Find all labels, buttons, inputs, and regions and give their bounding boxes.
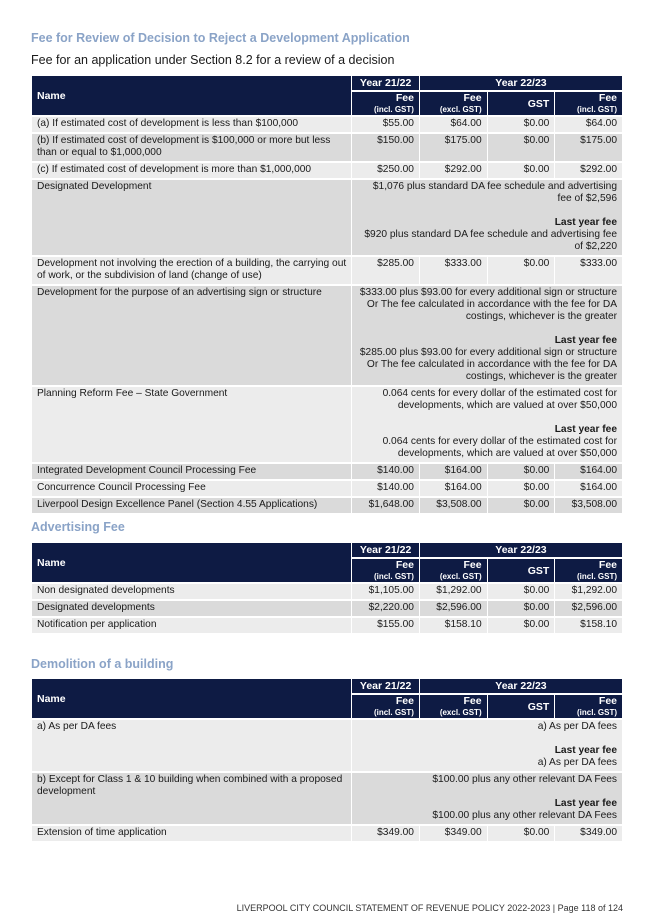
table-row (32, 720, 622, 771)
column-header-year-curr: Year 22/23 (420, 76, 622, 90)
table-row (32, 584, 622, 599)
column-header-gst (488, 695, 555, 718)
column-header-year-curr: Year 22/23 (420, 679, 622, 693)
column-header-fee-incl (555, 559, 622, 582)
column-header-label: GST (527, 564, 550, 577)
column-header-name: Name (32, 76, 351, 115)
fee-value-incl: $292.00 (555, 163, 622, 178)
fee-name: (b) If estimated cost of development is $100,000 or more but less than or equal to $1,000,000 (32, 134, 351, 161)
column-header-fee-excl (420, 92, 487, 115)
fee-value-excl: $175.00 (420, 134, 487, 161)
fee-table-advertising (31, 541, 623, 635)
fee-value-gst: $0.00 (488, 464, 555, 479)
section-title: Fee for Review of Decision to Reject a Development Application (31, 31, 410, 45)
column-header-year-prev: Year 21/22 (352, 679, 419, 693)
fee-value-prev: $285.00 (352, 257, 419, 284)
column-header-gst-note: (excl. GST) (439, 572, 482, 581)
column-header-gst-note: (excl. GST) (439, 708, 482, 717)
table-row (32, 117, 622, 132)
column-header-fee-excl (420, 695, 487, 718)
column-header-gst-note: (incl. GST) (577, 572, 617, 581)
fee-value-gst: $0.00 (488, 163, 555, 178)
fee-value-gst: $0.00 (488, 826, 555, 841)
fee-value-excl: $3,508.00 (420, 498, 487, 513)
fee-value-incl: $164.00 (555, 481, 622, 496)
fee-value-gst: $0.00 (488, 601, 555, 616)
fee-current-text: 0.064 cents for every dollar of the estimated cost for developments, which are valued at over $50,000 (382, 388, 617, 411)
fee-value-gst: $0.00 (488, 618, 555, 633)
fee-name: Designated Development (32, 180, 351, 255)
fee-value-prev: $140.00 (352, 464, 419, 479)
fee-value-incl: $64.00 (555, 117, 622, 132)
fee-value-prev: $140.00 (352, 481, 419, 496)
fee-name: a) As per DA fees (32, 720, 351, 771)
fee-name: Planning Reform Fee – State Government (32, 387, 351, 462)
table-row (32, 773, 622, 824)
fee-name: Non designated developments (32, 584, 351, 599)
column-header-prev-fee (352, 92, 419, 115)
fee-name: (c) If estimated cost of development is more than $1,000,000 (32, 163, 351, 178)
fee-value-prev: $2,220.00 (352, 601, 419, 616)
table-row (32, 163, 622, 178)
fee-value-prev: $250.00 (352, 163, 419, 178)
column-header-gst-note: (incl. GST) (373, 572, 414, 581)
fee-value-excl: $164.00 (420, 481, 487, 496)
fee-value-gst: $0.00 (488, 498, 555, 513)
fee-value-excl: $292.00 (420, 163, 487, 178)
column-header-label: Fee (598, 695, 617, 707)
column-header-prev-fee (352, 695, 419, 718)
fee-value-prev: $55.00 (352, 117, 419, 132)
last-year-label: Last year fee (554, 335, 617, 346)
column-header-label: Fee (463, 92, 482, 104)
fee-name: Development for the purpose of an advertising sign or structure (32, 286, 351, 385)
column-header-label: Fee (395, 695, 414, 707)
fee-value-prev: $1,105.00 (352, 584, 419, 599)
fee-name: (a) If estimated cost of development is less than $100,000 (32, 117, 351, 132)
fee-description (352, 773, 622, 824)
table-row (32, 134, 622, 161)
last-year-text: $920 plus standard DA fee schedule and advertising fee of $2,220 (364, 229, 617, 252)
last-year-text: a) As per DA fees (537, 757, 617, 768)
fee-table-review (31, 74, 623, 515)
fee-value-excl: $64.00 (420, 117, 487, 132)
fee-description (352, 180, 622, 255)
fee-value-excl: $333.00 (420, 257, 487, 284)
column-header-gst-note: (incl. GST) (577, 105, 617, 114)
column-header-label: Fee (463, 559, 482, 571)
column-header-label: Fee (395, 92, 414, 104)
table-row (32, 481, 622, 496)
fee-current-text: a) As per DA fees (537, 721, 617, 732)
fee-value-prev: $155.00 (352, 618, 419, 633)
fee-value-gst: $0.00 (488, 584, 555, 599)
fee-value-excl: $1,292.00 (420, 584, 487, 599)
column-header-fee-incl (555, 92, 622, 115)
section-title: Advertising Fee (31, 520, 125, 534)
column-header-gst (488, 559, 555, 582)
fee-name: Integrated Development Council Processing Fee (32, 464, 351, 479)
column-header-year-curr: Year 22/23 (420, 543, 622, 557)
table-row (32, 286, 622, 385)
fee-value-incl: $349.00 (555, 826, 622, 841)
table-row (32, 618, 622, 633)
fee-value-excl: $2,596.00 (420, 601, 487, 616)
fee-value-gst: $0.00 (488, 257, 555, 284)
fee-current-text: $100.00 plus any other relevant DA Fees (432, 774, 617, 785)
last-year-label: Last year fee (554, 745, 617, 756)
last-year-text: $285.00 plus $93.00 for every additional sign or structure Or The fee calculated in accordance with the fee for DA costings, whichever is the greater (359, 347, 617, 382)
fee-value-incl: $175.00 (555, 134, 622, 161)
column-header-year-prev: Year 21/22 (352, 76, 419, 90)
fee-name: Development not involving the erection of a building, the carrying out of work, or the subdivision of land (change of use) (32, 257, 351, 284)
column-header-gst (488, 92, 555, 115)
column-header-name: Name (32, 679, 351, 718)
section-title: Demolition of a building (31, 657, 174, 671)
column-header-label: Fee (598, 559, 617, 571)
fee-value-gst: $0.00 (488, 134, 555, 161)
fee-description (352, 720, 622, 771)
table-row (32, 498, 622, 513)
fee-value-excl: $164.00 (420, 464, 487, 479)
table-row (32, 601, 622, 616)
fee-name: Concurrence Council Processing Fee (32, 481, 351, 496)
fee-value-prev: $349.00 (352, 826, 419, 841)
fee-value-excl: $158.10 (420, 618, 487, 633)
column-header-prev-fee (352, 559, 419, 582)
last-year-label: Last year fee (554, 217, 617, 228)
fee-value-incl: $333.00 (555, 257, 622, 284)
fee-name: Liverpool Design Excellence Panel (Section 4.55 Applications) (32, 498, 351, 513)
fee-description (352, 387, 622, 462)
column-header-label: GST (527, 700, 550, 713)
fee-name: Extension of time application (32, 826, 351, 841)
column-header-gst-note: (excl. GST) (439, 105, 482, 114)
fee-current-text: $1,076 plus standard DA fee schedule and advertising fee of $2,596 (372, 181, 617, 204)
section-subtitle: Fee for an application under Section 8.2 for a review of a decision (31, 53, 395, 67)
column-header-gst-note: (incl. GST) (373, 708, 414, 717)
fee-value-incl: $158.10 (555, 618, 622, 633)
fee-value-incl: $164.00 (555, 464, 622, 479)
fee-value-incl: $2,596.00 (555, 601, 622, 616)
fee-value-gst: $0.00 (488, 117, 555, 132)
column-header-label: Fee (395, 559, 414, 571)
last-year-text: 0.064 cents for every dollar of the estimated cost for developments, which are valued at over $50,000 (382, 436, 617, 459)
fee-name: b) Except for Class 1 & 10 building when combined with a proposed development (32, 773, 351, 824)
fee-name: Notification per application (32, 618, 351, 633)
fee-name: Designated developments (32, 601, 351, 616)
last-year-label: Last year fee (554, 424, 617, 435)
fee-value-prev: $1,648.00 (352, 498, 419, 513)
fee-description (352, 286, 622, 385)
column-header-label: Fee (598, 92, 617, 104)
fee-value-prev: $150.00 (352, 134, 419, 161)
fee-value-gst: $0.00 (488, 481, 555, 496)
fee-value-excl: $349.00 (420, 826, 487, 841)
column-header-fee-incl (555, 695, 622, 718)
column-header-label: GST (527, 97, 550, 110)
last-year-label: Last year fee (554, 798, 617, 809)
column-header-year-prev: Year 21/22 (352, 543, 419, 557)
last-year-text: $100.00 plus any other relevant DA Fees (432, 810, 617, 821)
table-row (32, 257, 622, 284)
page-footer: LIVERPOOL CITY COUNCIL STATEMENT OF REVENUE POLICY 2022-2023 | Page 118 of 124 (236, 903, 623, 913)
column-header-gst-note: (incl. GST) (373, 105, 414, 114)
table-row (32, 464, 622, 479)
table-row (32, 387, 622, 462)
fee-current-text: $333.00 plus $93.00 for every additional sign or structure Or The fee calculated in accordance with the fee for DA costings, whichever is the greater (359, 287, 617, 322)
fee-table-demolition (31, 677, 623, 843)
fee-value-incl: $1,292.00 (555, 584, 622, 599)
column-header-fee-excl (420, 559, 487, 582)
table-row (32, 180, 622, 255)
table-row (32, 826, 622, 841)
column-header-label: Fee (463, 695, 482, 707)
column-header-gst-note: (incl. GST) (577, 708, 617, 717)
column-header-name: Name (32, 543, 351, 582)
fee-value-incl: $3,508.00 (555, 498, 622, 513)
